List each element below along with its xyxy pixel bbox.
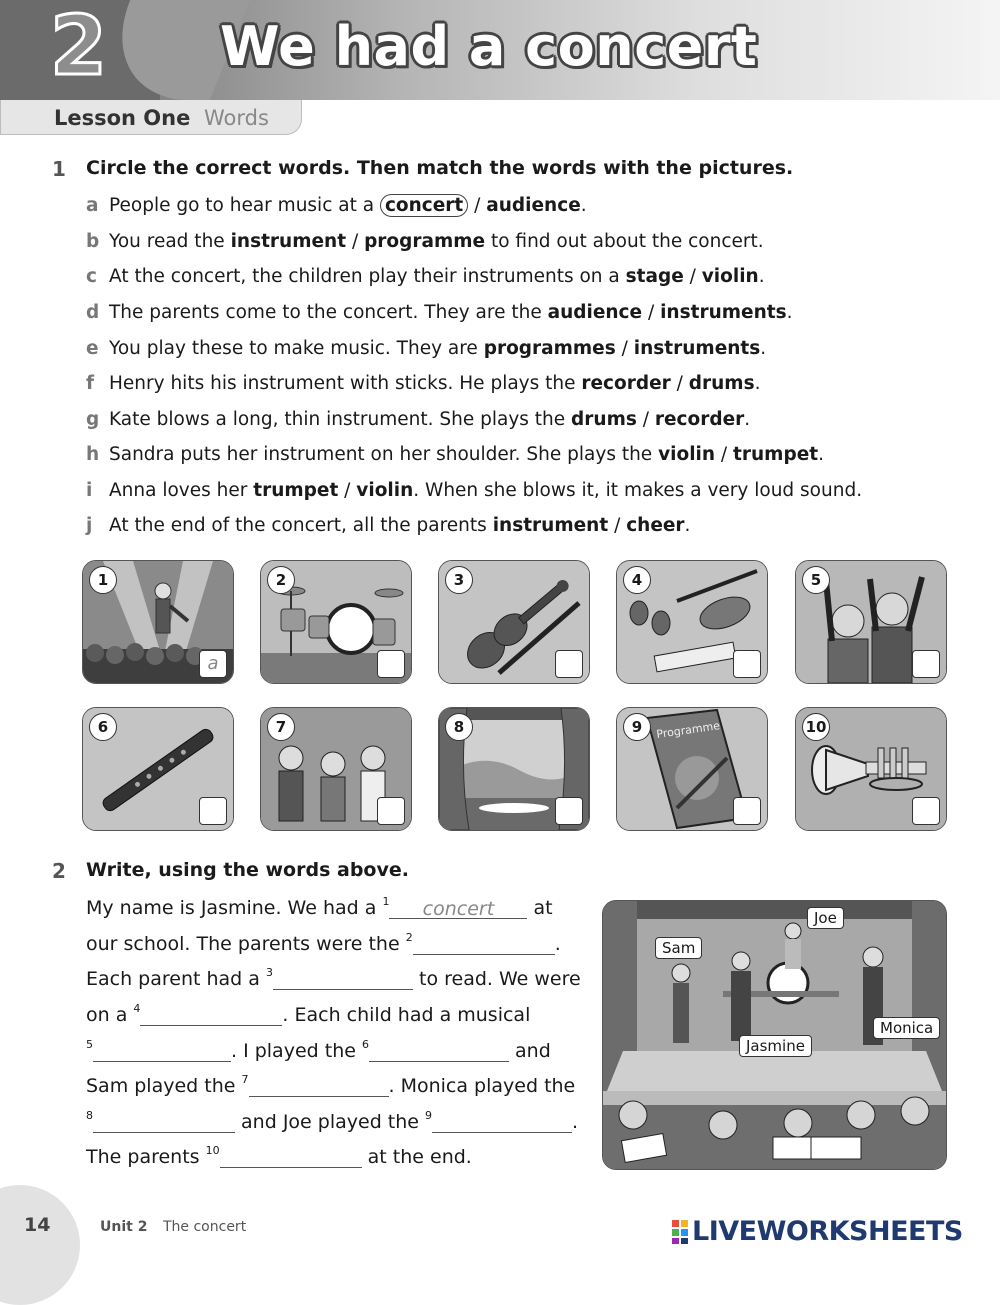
item-e xyxy=(86,338,766,359)
item-separator: / xyxy=(615,338,634,359)
text: and xyxy=(508,1040,551,1062)
item-text: to find out about the concert. xyxy=(485,231,764,252)
text: Sam played the xyxy=(86,1075,242,1097)
picture-7-audience xyxy=(260,707,412,831)
item-a xyxy=(86,195,587,216)
text: our school. The parents were the xyxy=(86,933,406,955)
text-line-8 xyxy=(86,1146,472,1168)
item-letter: c xyxy=(86,266,97,287)
answer-box[interactable] xyxy=(733,650,761,678)
item-text: . xyxy=(580,195,587,216)
item-letter: e xyxy=(86,338,99,359)
picture-6-recorder xyxy=(82,707,234,831)
item-separator: / xyxy=(670,373,689,394)
picture-4-instruments xyxy=(616,560,768,684)
answer-box[interactable] xyxy=(733,797,761,825)
answer-box[interactable]: a xyxy=(199,650,227,678)
lesson-topic: Words xyxy=(204,106,269,130)
item-text: At the end of the concert, all the parents xyxy=(109,515,493,536)
item-letter: h xyxy=(86,444,100,465)
option[interactable]: stage xyxy=(625,266,684,287)
option[interactable]: instrument xyxy=(230,231,347,252)
item-text: At the concert, the children play their instruments on a xyxy=(109,266,626,287)
option[interactable]: violin xyxy=(356,480,414,501)
exercise-2-number: 2 xyxy=(52,859,66,883)
text-line-6 xyxy=(86,1075,575,1097)
option[interactable]: programmes xyxy=(483,338,616,359)
item-b xyxy=(86,231,764,252)
option[interactable]: drums xyxy=(571,409,637,430)
picture-number: 9 xyxy=(623,713,651,741)
lesson-name: Lesson One xyxy=(54,106,191,130)
item-letter: g xyxy=(86,409,100,430)
item-text: Sandra puts her instrument on her shoulder. She plays the xyxy=(109,444,659,465)
answer-box[interactable] xyxy=(377,650,405,678)
picture-number: 4 xyxy=(623,566,651,594)
option[interactable]: audience xyxy=(486,195,581,216)
text-line-5 xyxy=(86,1040,551,1062)
option-circled[interactable]: concert xyxy=(380,194,468,217)
picture-10-trumpet xyxy=(795,707,947,831)
page-title: We had a concert xyxy=(220,15,758,78)
picture-number: 3 xyxy=(445,566,473,594)
blank-8-input[interactable] xyxy=(93,1112,235,1133)
blank-number: 2 xyxy=(405,931,413,944)
text: on a xyxy=(86,1004,134,1026)
text: . I played the xyxy=(231,1040,362,1062)
blank-number: 9 xyxy=(425,1109,433,1122)
blank-number: 8 xyxy=(86,1109,93,1122)
item-separator: / xyxy=(642,302,661,323)
text: . Each child had a musical xyxy=(282,1004,531,1026)
item-text: Henry hits his instrument with sticks. He plays the xyxy=(109,373,582,394)
item-text: . xyxy=(818,444,824,465)
item-letter: b xyxy=(86,231,100,252)
item-text: . xyxy=(744,409,751,430)
item-text: You play these to make music. They are xyxy=(109,338,484,359)
option[interactable]: recorder xyxy=(654,409,745,430)
item-separator: / xyxy=(715,444,734,465)
option[interactable]: instruments xyxy=(660,302,787,323)
option[interactable]: trumpet xyxy=(253,480,339,501)
blank-number: 7 xyxy=(241,1073,249,1086)
item-j xyxy=(86,515,690,536)
blank-9-input[interactable] xyxy=(432,1112,572,1133)
item-separator: / xyxy=(338,480,357,501)
answer-box[interactable] xyxy=(912,797,940,825)
footer-page-circle xyxy=(0,1185,80,1305)
exercise-1-number: 1 xyxy=(52,157,66,181)
blank-6-input[interactable] xyxy=(369,1041,509,1062)
item-separator: / xyxy=(683,266,702,287)
item-d xyxy=(86,302,792,323)
footer-unit-title: The concert xyxy=(163,1219,247,1235)
item-separator: / xyxy=(468,195,487,216)
item-i xyxy=(86,480,862,501)
item-separator: / xyxy=(608,515,627,536)
item-text: . xyxy=(760,338,767,359)
picture-8-stage xyxy=(438,707,590,831)
item-letter: i xyxy=(86,480,93,501)
text: . xyxy=(554,933,561,955)
picture-3-violin xyxy=(438,560,590,684)
picture-1-singer xyxy=(82,560,234,684)
text-line-1 xyxy=(86,897,553,919)
blank-3-input[interactable] xyxy=(273,969,413,990)
text: My name is Jasmine. We had a xyxy=(86,897,383,919)
picture-number: 5 xyxy=(802,566,830,594)
picture-number: 10 xyxy=(802,713,830,741)
text: to read. We were xyxy=(412,968,581,990)
option[interactable]: violin xyxy=(701,266,759,287)
exercise-2-instruction: Write, using the words above. xyxy=(86,859,409,881)
item-letter: f xyxy=(86,373,95,394)
footer-unit: Unit 2 xyxy=(100,1219,148,1235)
item-text: You read the xyxy=(109,231,231,252)
option[interactable]: programme xyxy=(364,231,486,252)
picture-9-programme xyxy=(616,707,768,831)
text: and Joe played the xyxy=(235,1111,426,1133)
picture-number: 1 xyxy=(89,566,117,594)
item-text: Kate blows a long, thin instrument. She plays the xyxy=(109,409,572,430)
option[interactable]: violin xyxy=(658,444,716,465)
item-letter: a xyxy=(86,195,99,216)
text: . Monica played the xyxy=(388,1075,576,1097)
option[interactable]: recorder xyxy=(581,373,671,394)
page-number: 14 xyxy=(24,1214,51,1236)
text: at the end. xyxy=(361,1146,472,1168)
answer-box[interactable] xyxy=(199,797,227,825)
blank-number: 6 xyxy=(361,1038,369,1051)
picture-number: 7 xyxy=(267,713,295,741)
item-text: . When she blows it, it makes a very loud sound. xyxy=(413,480,863,501)
blank-number: 10 xyxy=(205,1144,220,1157)
option[interactable]: drums xyxy=(688,373,755,394)
option[interactable]: cheer xyxy=(626,515,685,536)
exercise-1-instruction: Circle the correct words. Then match the words with the pictures. xyxy=(86,157,794,179)
brand-name: LIVEWORKSHEETS xyxy=(692,1216,963,1247)
label-monica: Monica xyxy=(873,1017,940,1039)
answer-box[interactable] xyxy=(555,650,583,678)
item-c xyxy=(86,266,765,287)
answer-box[interactable] xyxy=(912,650,940,678)
item-text: The parents come to the concert. They are the xyxy=(109,302,548,323)
item-letter: j xyxy=(86,515,93,536)
picture-number: 6 xyxy=(89,713,117,741)
label-joe: Joe xyxy=(807,907,844,929)
item-f xyxy=(86,373,760,394)
item-text: . xyxy=(758,266,765,287)
option[interactable]: instrument xyxy=(492,515,609,536)
unit-number: 2 xyxy=(50,0,108,94)
item-text: . xyxy=(786,302,793,323)
blank-number: 5 xyxy=(86,1038,93,1051)
text-line-2 xyxy=(86,933,561,955)
label-sam: Sam xyxy=(655,937,702,959)
blank-10-input[interactable] xyxy=(220,1147,362,1168)
picture-5-cheering xyxy=(795,560,947,684)
option[interactable]: trumpet xyxy=(733,444,819,465)
blank-2-input[interactable] xyxy=(413,934,555,955)
text: Each parent had a xyxy=(86,968,266,990)
text-line-7 xyxy=(86,1111,578,1133)
blank-number: 1 xyxy=(382,895,390,908)
item-text: People go to hear music at a xyxy=(109,195,380,216)
item-separator: / xyxy=(636,409,655,430)
item-text: . xyxy=(754,373,761,394)
item-separator: / xyxy=(346,231,365,252)
picture-2-drums xyxy=(260,560,412,684)
answer-box[interactable] xyxy=(555,797,583,825)
option[interactable]: audience xyxy=(547,302,643,323)
text-line-4 xyxy=(86,1004,530,1026)
picture-number: 8 xyxy=(445,713,473,741)
blank-number: 3 xyxy=(265,966,273,979)
item-text: Anna loves her xyxy=(109,480,254,501)
text: . xyxy=(572,1111,579,1133)
text: at xyxy=(527,897,553,919)
blank-7-input[interactable] xyxy=(249,1076,389,1097)
item-g xyxy=(86,409,750,430)
option[interactable]: instruments xyxy=(633,338,761,359)
brand-logo-icon xyxy=(672,1220,688,1244)
blank-4-input[interactable] xyxy=(140,1005,282,1026)
label-jasmine: Jasmine xyxy=(739,1035,812,1057)
text: The parents xyxy=(86,1146,206,1168)
blank-number: 4 xyxy=(133,1002,141,1015)
blank-5-input[interactable] xyxy=(93,1041,231,1062)
programme-cover-text: Programme xyxy=(655,719,721,741)
text-line-3 xyxy=(86,968,581,990)
answer-box[interactable] xyxy=(377,797,405,825)
item-letter: d xyxy=(86,302,100,323)
blank-1-input[interactable]: concert xyxy=(389,898,527,919)
item-h xyxy=(86,444,824,465)
picture-number: 2 xyxy=(267,566,295,594)
concert-scene-picture xyxy=(602,900,947,1170)
item-text: . xyxy=(684,515,691,536)
